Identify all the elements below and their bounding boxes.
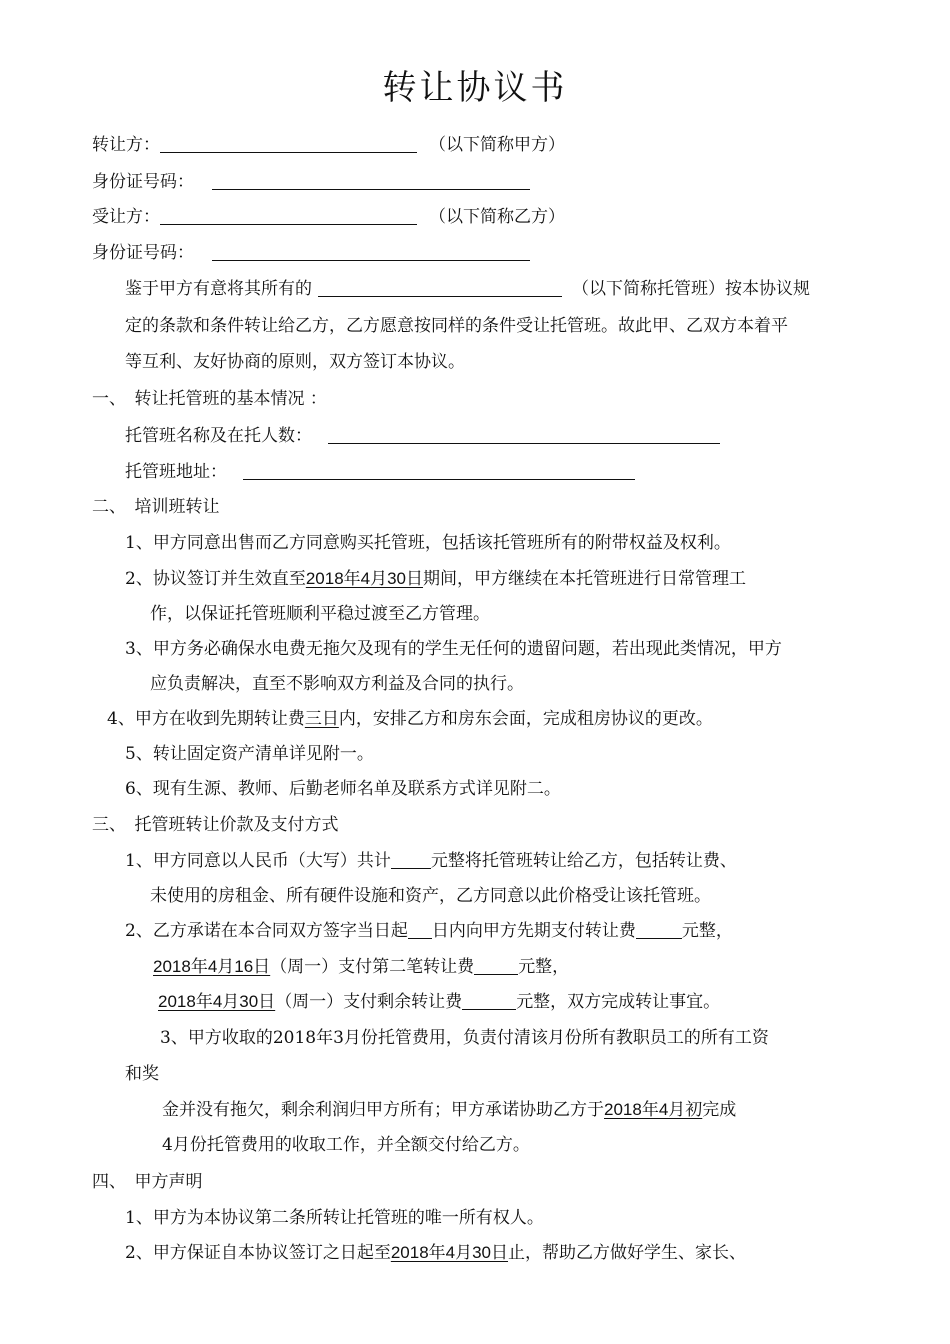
section-3-heading: 三、 托管班转让价款及支付方式 bbox=[92, 815, 339, 835]
transferor-line bbox=[92, 133, 565, 157]
item-text: 元整将托管班转让给乙方，包括转让费、 bbox=[430, 851, 737, 871]
second-payment-line bbox=[153, 955, 569, 979]
remaining-payment-blank bbox=[462, 992, 516, 1010]
date-underlined: 2018年4月30日 bbox=[305, 569, 424, 588]
transferor-blank bbox=[160, 135, 417, 153]
preamble-text: 鉴于甲方有意将其所有的 bbox=[125, 279, 312, 299]
section-2-heading: 二、 培训班转让 bbox=[92, 497, 220, 517]
s2-item-2 bbox=[125, 567, 746, 591]
transferor-note: （以下简称甲方） bbox=[429, 135, 565, 155]
class-address-label: 托管班地址： bbox=[125, 462, 227, 482]
three-days-underlined: 三日 bbox=[304, 709, 339, 729]
item-text: （周一）支付第二笔转让费 bbox=[270, 957, 475, 977]
preamble-line-3: 等互利、友好协商的原则，双方签订本协议。 bbox=[125, 352, 465, 372]
date-underlined: 2018年4月初 bbox=[604, 1100, 703, 1119]
s3-item-3: 3、甲方收取的2018年3月份托管费用，负责付清该月份所有教职员工的所有工资 bbox=[160, 1028, 769, 1048]
section-4-heading: 四、 甲方声明 bbox=[92, 1172, 203, 1192]
id-label-2: 身份证号码： bbox=[92, 243, 194, 263]
third-payment-line bbox=[158, 990, 720, 1014]
transferee-label: 受让方： bbox=[92, 207, 160, 227]
s2-item-5: 5、转让固定资产清单详见附一。 bbox=[125, 744, 374, 764]
s4-item-1: 1、甲方为本协议第二条所转让托管班的唯一所有权人。 bbox=[125, 1208, 544, 1228]
class-address-blank bbox=[243, 462, 635, 480]
section-1-heading: 一、 转让托管班的基本情况 ： bbox=[92, 389, 327, 409]
document-title: 转让协议书 bbox=[382, 68, 568, 108]
item-text: （周一）支付剩余转让费 bbox=[275, 992, 463, 1012]
preamble-text: （以下简称托管班）按本协议规 bbox=[572, 279, 810, 299]
s3-item-1-cont: 未使用的房租金、所有硬件设施和资产，乙方同意以此价格受让该托管班。 bbox=[150, 886, 711, 906]
item-text: 4、甲方在收到先期转让费 bbox=[107, 709, 305, 729]
property-name-blank bbox=[318, 279, 562, 297]
total-amount-blank bbox=[391, 851, 431, 869]
item-text: 2、乙方承诺在本合同双方签字当日起 bbox=[125, 921, 408, 941]
transferor-id-blank bbox=[212, 172, 530, 190]
s2-item-4 bbox=[107, 707, 713, 731]
item-text: 元整， bbox=[518, 957, 570, 977]
item-text: 金并没有拖欠，剩余利润归甲方所有；甲方承诺协助乙方于 bbox=[162, 1100, 604, 1120]
preamble-line-2: 定的条款和条件转让给乙方，乙方愿意按同样的条件受让托管班。故此甲、乙双方本着平 bbox=[125, 316, 788, 336]
s2-item-3-cont: 应负责解决，直至不影响双方利益及合同的执行。 bbox=[150, 674, 524, 694]
item-text: 日内向甲方先期支付转让费 bbox=[431, 921, 636, 941]
class-name-blank bbox=[328, 426, 720, 444]
s3-item-2 bbox=[125, 919, 733, 943]
item-text: 2、协议签订并生效直至 bbox=[125, 569, 306, 589]
s4-item-2 bbox=[125, 1241, 746, 1265]
date-underlined: 2018年4月16日 bbox=[153, 957, 271, 976]
item-text: 内，安排乙方和房东会面，完成租房协议的更改。 bbox=[338, 709, 713, 729]
item-text: 完成 bbox=[702, 1100, 737, 1120]
item-text: 元整，双方完成转让事宜。 bbox=[516, 992, 721, 1012]
transferee-id-line bbox=[92, 241, 530, 265]
transferee-line bbox=[92, 205, 565, 229]
transferee-id-blank bbox=[212, 243, 530, 261]
days-blank bbox=[408, 921, 432, 939]
item-text: 期间，甲方继续在本托管班进行日常管理工 bbox=[423, 569, 747, 589]
class-name-label: 托管班名称及在托人数： bbox=[125, 426, 312, 446]
second-payment-blank bbox=[474, 957, 518, 975]
preamble-line-1 bbox=[125, 277, 810, 301]
date-underlined: 2018年4月30日 bbox=[390, 1243, 509, 1262]
s2-item-6: 6、现有生源、教师、后勤老师名单及联系方式详见附二。 bbox=[125, 779, 561, 799]
item-text: 止，帮助乙方做好学生、家长、 bbox=[508, 1243, 747, 1263]
transferee-note: （以下简称乙方） bbox=[429, 207, 565, 227]
s2-item-2-cont: 作，以保证托管班顺利平稳过渡至乙方管理。 bbox=[150, 604, 490, 624]
class-address-line bbox=[125, 460, 635, 484]
s3-item-1 bbox=[125, 849, 737, 873]
transferor-id-line bbox=[92, 170, 530, 194]
s3-item-3-cont-3: 4月份托管费用的收取工作，并全额交付给乙方。 bbox=[162, 1135, 530, 1155]
item-text: 元整， bbox=[681, 921, 733, 941]
s2-item-1: 1、甲方同意出售而乙方同意购买托管班，包括该托管班所有的附带权益及权利。 bbox=[125, 533, 731, 553]
s3-item-3-cont-2 bbox=[162, 1098, 736, 1122]
class-name-line bbox=[125, 424, 720, 448]
transferor-label: 转让方： bbox=[92, 135, 160, 155]
date-underlined: 2018年4月30日 bbox=[158, 992, 276, 1011]
first-payment-blank bbox=[636, 921, 682, 939]
id-label-1: 身份证号码： bbox=[92, 172, 194, 192]
s3-item-3-cont: 和奖 bbox=[125, 1064, 159, 1084]
s2-item-3: 3、甲方务必确保水电费无拖欠及现有的学生无任何的遗留问题，若出现此类情况，甲方 bbox=[125, 639, 782, 659]
item-text: 2、甲方保证自本协议签订之日起至 bbox=[125, 1243, 391, 1263]
transferee-blank bbox=[160, 207, 417, 225]
item-text: 1、甲方同意以人民币（大写）共计 bbox=[125, 851, 391, 871]
